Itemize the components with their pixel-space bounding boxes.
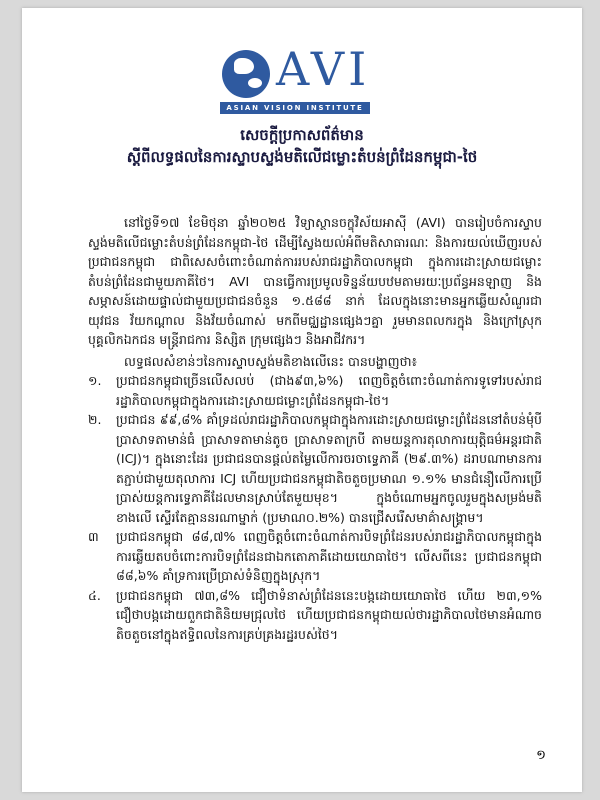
list-number: ៤.	[88, 587, 101, 603]
avi-logo	[220, 42, 400, 114]
document-body	[88, 213, 542, 644]
list-item	[88, 371, 542, 410]
logo-subtitle: ASIAN VISION INSTITUTE	[220, 102, 370, 114]
list-text: ប្រជាជនកម្ពុជា ៧៣,៨% ជឿថាទំនាស់ព្រំដែននេះបង្កដោយយោធាថៃ ហើយ ២៣,១% ជឿថាបង្កដោយពួកជាតិនិយមជ្រុលថៃ ហើយប្រជាជនកម្ពុជាយល់ថារដ្ឋាភិបាលថៃមានអំណាចតិចតួចនៅក្នុងឥទ្ធិពលនៃការគ្រប់គ្រងរដ្ឋរបស់ថៃ។	[116, 587, 542, 642]
list-item	[88, 586, 542, 645]
list-text: ប្រជាជនកម្ពុជា ៨៨,៧% ពេញចិត្តចំពោះចំណាត់ការបិទព្រំដែនរបស់រាជរដ្ឋាភិបាលកម្ពុជាក្នុងការឆ្លើយតបចំពោះការបិទព្រំដែនជាឯកតោភាគីដោយយោធាថៃ។ លើសពីនេះ ប្រជាជនកម្ពុជា ៨៨,៦% គាំទ្រការប្រើប្រាស់ទំនិញក្នុងស្រុក។	[116, 529, 542, 583]
list-number: ៣	[88, 529, 99, 544]
globe-icon	[222, 50, 270, 98]
title-line-1: សេចក្តីប្រកាសព័ត៌មាន	[240, 126, 364, 144]
results-intro: លទ្ធផលសំខាន់ៗនៃការស្ទាបស្ទង់មតិខាងលើនេះ បានបង្ហាញថា៖	[124, 353, 417, 369]
list-number: ១.	[88, 373, 102, 388]
intro-paragraph: នៅថ្ងៃទី១៧ ខែមិថុនា ឆ្នាំ២០២៥ វិទ្យាស្ថានចក្ខុវិស័យអាស៊ី (AVI) បានរៀបចំការស្ទាបស្ទង់មតិលើជម្លោះតំបន់ព្រំដែនកម្ពុជា-ថៃ ដើម្បីស្វែងយល់អំពីមតិសាធារណៈ និងការយល់ឃើញរបស់ប្រជាជនកម្ពុជា ជាពិសេសចំពោះចំណាត់ការរបស់រាជរដ្ឋាភិបាលកម្ពុជា ក្នុងការដោះស្រាយជម្លោះតំបន់ព្រំដែនជាមួយភាគីថៃ។ AVI បានធ្វើការប្រមូលទិន្នន័យបឋមតាមរយៈប្រព័ន្ធអនឡាញ និងសម្ភាសន៍ដោយផ្ទាល់ជាមួយប្រជាជនចំនួន ១.៥៨៨ នាក់ ដែលក្នុងនោះមានអ្នកឆ្លើយសំណួរជាយុវជន វ័យកណ្ដាល និងវ័យចំណាស់ មកពីមជ្ឈដ្ឋានផ្សេងៗគ្នា រួមមានពលករក្នុង និងក្រៅស្រុក បុគ្គលិកឯកជន មន្ត្រីរាជការ និស្សិត ក្រុមផ្សេងៗ និងអាជីវករ។	[88, 215, 542, 347]
page-number: ១	[536, 748, 546, 763]
list-text: ប្រជាជនកម្ពុជាច្រើនលើសលប់ (ជាង៩៣,៦%) ពេញចិត្តចំពោះចំណាត់ការទូទៅរបស់រាជរដ្ឋាភិបាលកម្ពុជាក្នុងការដោះស្រាយជម្លោះព្រំដែនកម្ពុជា-ថៃ។	[116, 373, 542, 408]
list-text: ប្រជាជន ៩៩,៨% គាំទ្រដល់រាជរដ្ឋាភិបាលកម្ពុជាក្នុងការដោះស្រាយជម្លោះព្រំដែននៅតំបន់មុំបី ប្រាសាទតាមាន់ធំ ប្រាសាទតាមាន់តូច ប្រាសាទតាក្របី តាមយន្តការតុលាការយុត្តិធម៌អន្តរជាតិ (ICJ)។ ក្នុងនោះដែរ ប្រជាជនបានផ្ដល់តម្លៃលើការចរចាទ្វេភាគី (២៩.៣%) ដរាបណាមានការតភ្ជាប់ជាមួយតុលាការ ICJ ហើយប្រជាជនកម្ពុជាតិចតួចប្រមាណ ១.១% មានជំនឿលើការប្រើប្រាស់យន្តការទ្វេភាគីដែលមានស្រាប់តែមួយមុខ។ ក្នុងចំណោមអ្នកចូលរួមក្នុងសម្រង់មតិខាងលើ ស្ទើរតែគ្មាននរណាម្នាក់ (ប្រមាណ០.២%) បានជ្រើសរើសមាគ៌ាសង្គ្រាម។	[116, 412, 542, 525]
list-item	[88, 527, 542, 586]
list-item	[88, 410, 542, 527]
title-line-2: ស្តីពីលទ្ធផលនៃការស្ទាបស្ទង់មតិលើជម្លោះតំបន់ព្រំដែនកម្ពុជា-ថៃ	[126, 148, 478, 166]
document-page	[22, 8, 582, 792]
list-number: ២.	[88, 412, 102, 427]
logo-text: AVI	[276, 42, 371, 96]
